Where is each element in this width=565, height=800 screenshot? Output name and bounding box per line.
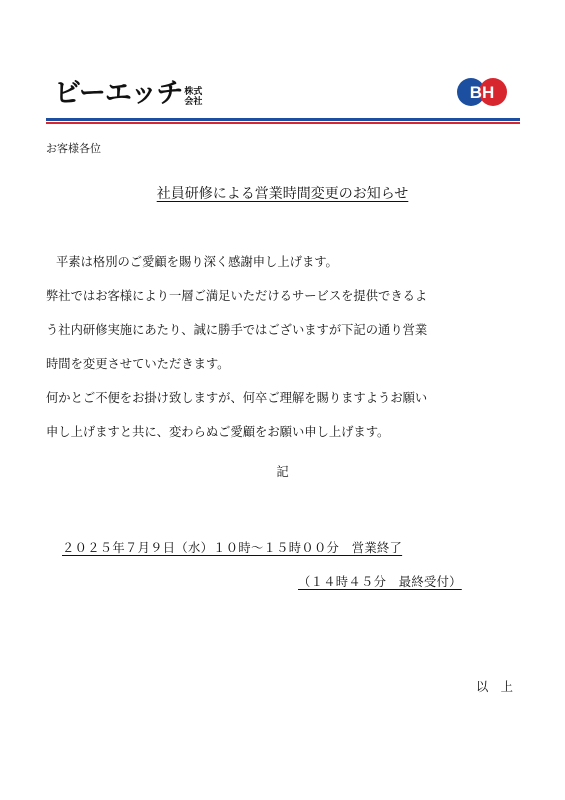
company-suffix bbox=[184, 87, 202, 107]
header-rule-red bbox=[46, 122, 520, 124]
letterhead bbox=[46, 68, 520, 128]
body-line-6: 申し上げますと共に、変わらぬご愛顧をお願い申し上げます。 bbox=[46, 425, 390, 439]
logo-text: BH bbox=[469, 83, 495, 102]
recipient: お客様各位 bbox=[46, 142, 101, 155]
company-suffix-line1: 株式 bbox=[184, 87, 203, 97]
body-line-2: 弊社ではお客様により一層ご満足いただけるサービスを提供できるよ bbox=[46, 289, 428, 303]
notice-title: 社員研修による営業時間変更のお知らせ bbox=[156, 186, 409, 202]
last-order-line: （１４時４５分 最終受付） bbox=[298, 575, 462, 589]
closing-mark: 以 上 bbox=[476, 680, 513, 694]
company-suffix-line2: 会社 bbox=[184, 97, 203, 107]
company-name: ビーエッチ bbox=[54, 78, 183, 109]
body-line-5: 何かとご不便をお掛け致しますが、何卒ご理解を賜りますようお願い bbox=[46, 391, 428, 405]
schedule-line: ２０２５年７月９日（水）１０時～１５時００分 営業終了 bbox=[62, 541, 403, 555]
body-line-1: 平素は格別のご愛顧を賜り深く感謝申し上げます。 bbox=[56, 255, 338, 269]
company-brand bbox=[54, 80, 202, 107]
header-rule-blue bbox=[46, 118, 520, 121]
bh-logo-icon bbox=[456, 70, 508, 114]
body-line-3: う社内研修実施にあたり、誠に勝手ではございますが下記の通り営業 bbox=[46, 323, 428, 337]
body-line-4: 時間を変更させていただきます。 bbox=[46, 357, 230, 371]
ki-heading: 記 bbox=[276, 465, 289, 479]
